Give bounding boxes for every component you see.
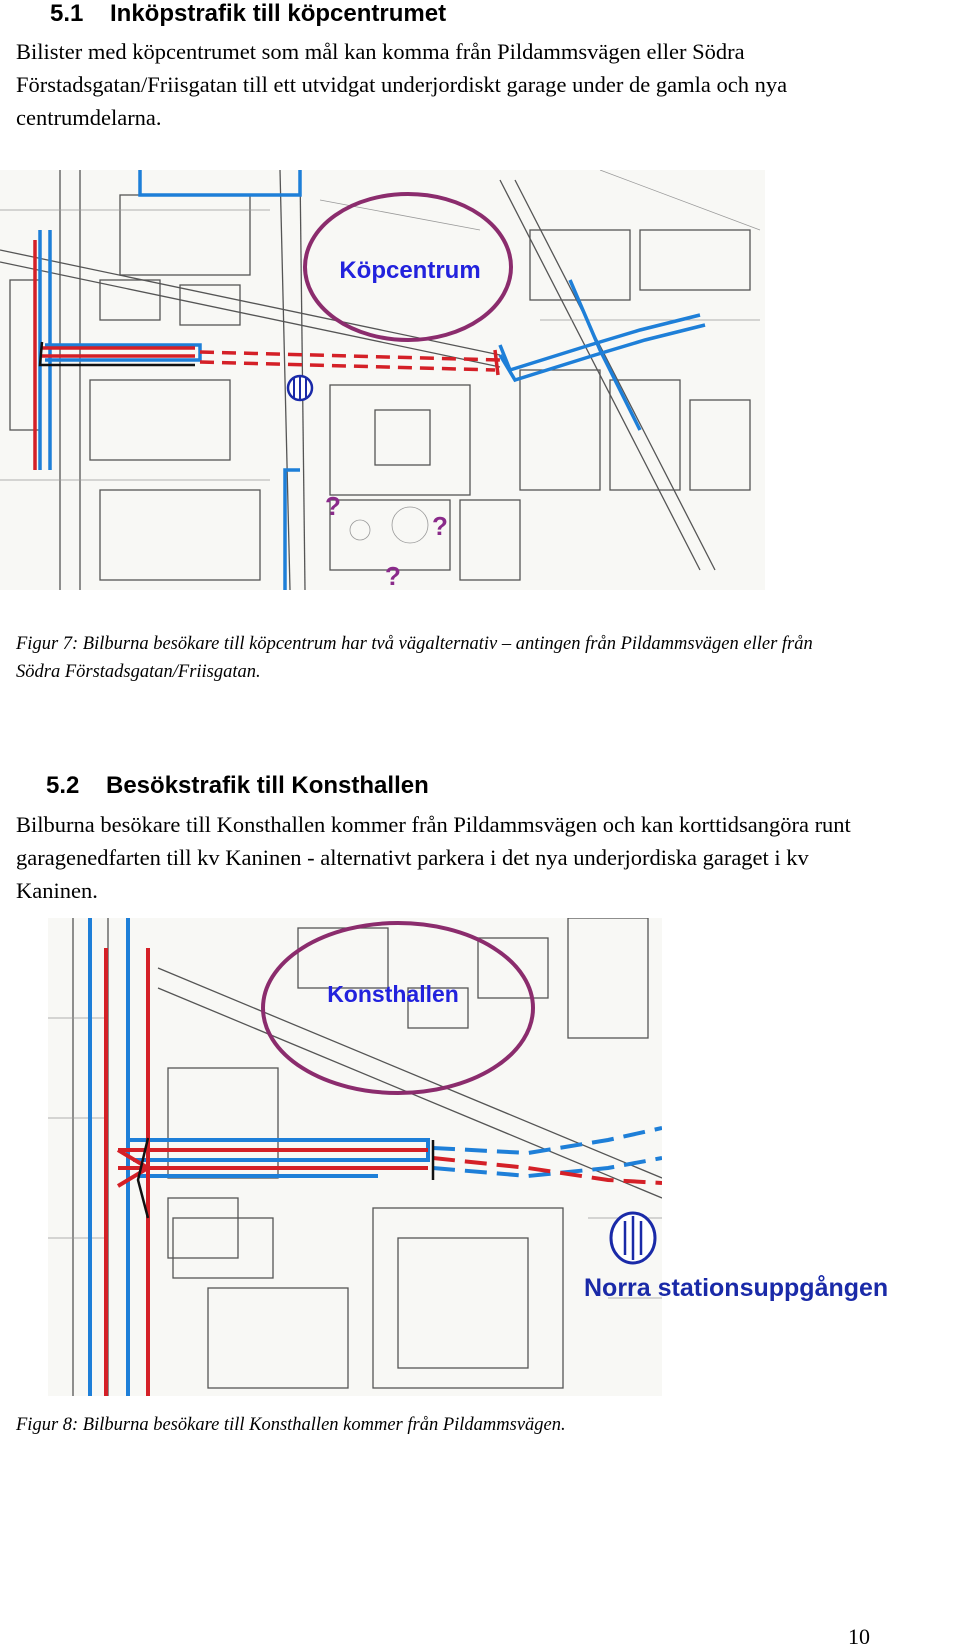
map-image bbox=[48, 918, 662, 1396]
question-mark: ? bbox=[432, 511, 448, 541]
map-image bbox=[0, 170, 765, 590]
figure-8-map bbox=[48, 918, 662, 1396]
section-body-5-2: Bilburna besökare till Konsthallen kommer från Pildammsvägen och kan korttidsangöra runt garagenedfarten till kv Kaninen - alternativt parkera i det nya underjordiska garaget i kv Kaninen. bbox=[16, 812, 851, 903]
section-number: 5.2 bbox=[46, 772, 80, 799]
map-label-norra-stationsuppgangen: Norra stationsuppgången bbox=[584, 1274, 889, 1302]
section-number: 5.1 bbox=[50, 0, 84, 27]
question-mark: ? bbox=[325, 491, 341, 521]
section-title: Inköpstrafik till köpcentrumet bbox=[110, 0, 447, 27]
section-heading-5-2 bbox=[46, 772, 429, 800]
section-heading-5-1 bbox=[50, 0, 446, 28]
figure-7-caption: Figur 7: Bilburna besökare till köpcentrum har två vägalternativ – antingen från Pildammsvägen eller från Södra Förstadsgatan/Friisgatan. bbox=[16, 634, 813, 682]
section-body-5-1: Bilister med köpcentrumet som mål kan komma från Pildammsvägen eller Södra Förstadsgatan/Friisgatan till ett utvidgat underjordiskt garage under de gamla och nya centrumdelarna. bbox=[16, 39, 788, 130]
figure-7-map bbox=[0, 170, 765, 590]
station-icon bbox=[611, 1213, 655, 1263]
station-icon bbox=[288, 376, 312, 400]
question-mark: ? bbox=[385, 561, 401, 590]
section-title: Besökstrafik till Konsthallen bbox=[106, 772, 429, 799]
map-label-konsthallen: Konsthallen bbox=[327, 981, 459, 1007]
figure-8-caption: Figur 8: Bilburna besökare till Konsthallen kommer från Pildammsvägen. bbox=[16, 1415, 566, 1435]
page-number: 10 bbox=[848, 1624, 870, 1649]
map-label-kopcentrum: Köpcentrum bbox=[339, 257, 481, 284]
